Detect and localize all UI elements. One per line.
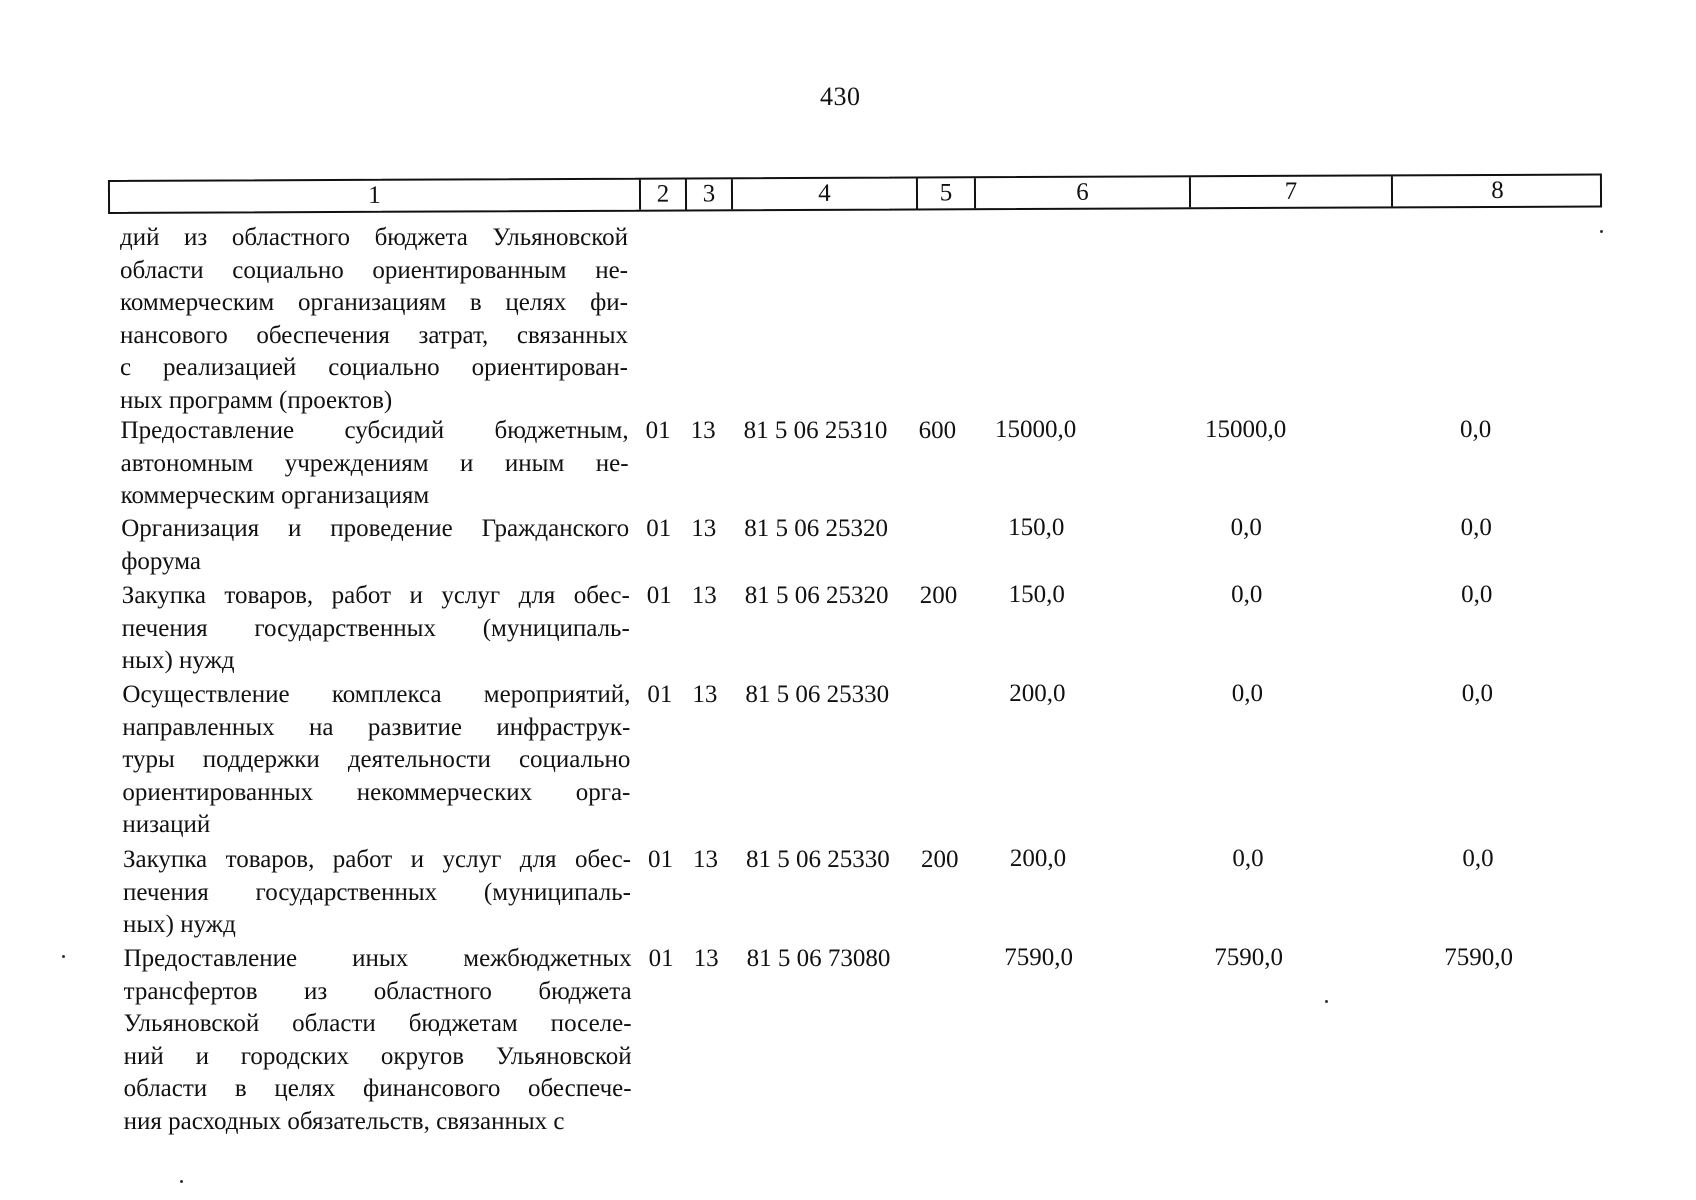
row-description [121, 513, 629, 578]
header-col-4: 4 [733, 178, 918, 209]
cell-col-3: 13 [690, 416, 716, 444]
cell-col-7: 15000,0 [1204, 416, 1287, 444]
cell-col-3: 13 [691, 514, 717, 542]
header-col-3: 3 [687, 179, 733, 209]
cell-col-6: 200,0 [1009, 680, 1066, 708]
cell-col-2: 01 [647, 681, 673, 708]
description-line: дий из областного бюджета Ульяновской [120, 224, 628, 251]
cell-col-3: 13 [692, 680, 718, 708]
description-line: низаций [122, 811, 211, 838]
description-line: Закупка товаров, работ и услуг для обес- [123, 846, 631, 873]
cell-col-4: 81 5 06 25310 [743, 416, 888, 444]
description-line: Ульяновской области бюджетам поселе- [123, 1010, 632, 1037]
description-line: Предоставление субсидий бюджетным, [120, 417, 629, 444]
cell-col-5: 200 [921, 845, 959, 873]
description-line: туры поддержки деятельности социально [122, 746, 631, 773]
row-description [123, 844, 631, 942]
row-description [122, 580, 630, 678]
row-description [122, 679, 630, 842]
scan-speck [1600, 230, 1603, 233]
cell-col-4: 81 5 06 25330 [746, 845, 890, 873]
description-line: коммерческим организациям [120, 482, 430, 509]
cell-col-8: 0,0 [1461, 679, 1494, 707]
description-line: ний и городских округов Ульяновской [123, 1042, 632, 1070]
cell-col-8: 0,0 [1462, 844, 1494, 872]
description-line: Предоставление иных межбюджетных [123, 945, 632, 972]
description-line: ориентированных некоммерческих орга- [122, 778, 631, 806]
description-line: Закупка товаров, работ и услуг для обес- [121, 582, 630, 609]
cell-col-6: 150,0 [1008, 514, 1065, 542]
cell-col-3: 13 [693, 845, 718, 873]
cell-col-8: 0,0 [1459, 415, 1492, 443]
cell-col-7: 0,0 [1231, 581, 1263, 609]
description-line: коммерческим организациям в целях фи- [120, 289, 628, 316]
scan-speck [1325, 1000, 1328, 1003]
header-col-2: 2 [641, 179, 687, 209]
description-line: ния расходных обязательств, связанных с [123, 1107, 565, 1135]
cell-col-7: 0,0 [1230, 514, 1262, 542]
row-description [121, 415, 629, 513]
header-col-8: 8 [1491, 176, 1504, 204]
description-line: ных программ (проектов) [120, 386, 393, 414]
cell-col-8: 7590,0 [1444, 943, 1513, 971]
cell-col-3: 13 [691, 581, 717, 609]
description-line: Организация и проведение Гражданского [121, 515, 630, 542]
header-col-1: 1 [110, 180, 641, 212]
cell-col-3: 13 [693, 944, 719, 972]
cell-col-6: 7590,0 [1004, 944, 1073, 972]
scan-speck [62, 955, 65, 958]
description-line: печения государственных (муниципаль- [123, 878, 631, 906]
description-line: печения государственных (муниципаль- [121, 614, 630, 642]
description-line: Осуществление комплекса мероприятий, [122, 681, 631, 708]
cell-col-6: 150,0 [1008, 581, 1065, 609]
description-line: форума [121, 547, 201, 575]
cell-col-7: 0,0 [1231, 680, 1264, 708]
cell-col-5: 600 [918, 416, 957, 444]
cell-col-8: 0,0 [1461, 580, 1493, 608]
description-line: ных) нужд [121, 647, 235, 674]
header-col-5: 5 [918, 178, 976, 208]
description-line: ных) нужд [123, 911, 236, 938]
description-line: с реализацией социально ориентирован- [120, 354, 628, 381]
cell-col-2: 01 [648, 945, 674, 972]
row-description [120, 222, 628, 417]
description-line: трансфертов из областного бюджета [123, 977, 632, 1005]
cell-col-2: 01 [645, 417, 671, 444]
cell-col-7: 0,0 [1232, 845, 1264, 873]
cell-col-2: 01 [646, 515, 672, 542]
cell-col-4: 81 5 06 25330 [745, 680, 890, 708]
description-line: нансового обеспечения затрат, связанных [120, 321, 628, 349]
cell-col-4: 81 5 06 25320 [744, 581, 889, 609]
table-header [108, 173, 1602, 214]
description-line: области социально ориентированным не- [120, 256, 628, 284]
cell-col-5: 200 [919, 581, 958, 609]
description-line: автономным учреждениям и иным не- [120, 449, 629, 477]
cell-col-2: 01 [648, 846, 673, 873]
cell-col-7: 7590,0 [1214, 944, 1283, 972]
scan-speck [180, 1180, 183, 1183]
cell-col-4: 81 5 06 25320 [744, 514, 888, 542]
cell-col-8: 0,0 [1460, 513, 1492, 541]
cell-col-6: 15000,0 [994, 416, 1077, 444]
header-col-7: 7 [1191, 176, 1393, 207]
cell-col-4: 81 5 06 73080 [746, 944, 891, 972]
row-description [124, 943, 632, 1138]
header-col-6: 6 [976, 177, 1191, 208]
cell-col-6: 200,0 [1009, 845, 1067, 873]
cell-col-2: 01 [646, 582, 672, 609]
description-line: области в целях финансового обеспече- [123, 1075, 632, 1102]
description-line: направленных на развитие инфраструк- [122, 713, 631, 741]
page-number: 430 [820, 82, 861, 111]
